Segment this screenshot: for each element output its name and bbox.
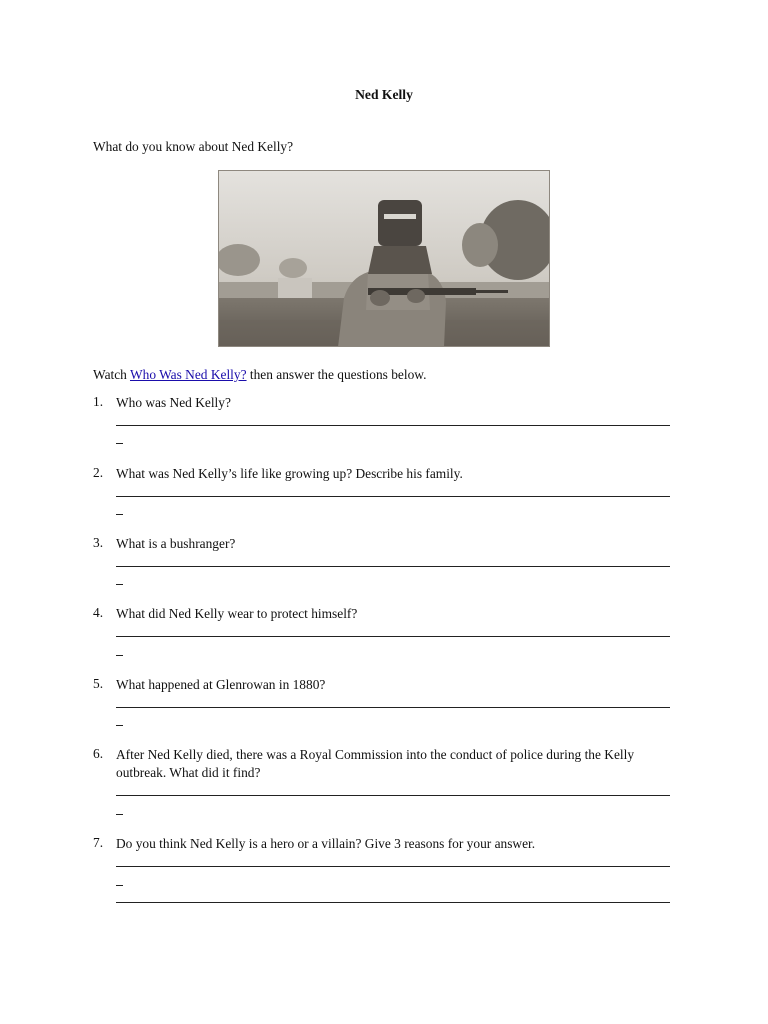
question-text: What did Ned Kelly wear to protect himself?: [116, 606, 358, 621]
answer-line[interactable]: [116, 636, 670, 637]
watch-prefix: Watch: [93, 367, 130, 382]
answer-line[interactable]: [116, 866, 670, 867]
question-number: 3.: [93, 535, 104, 550]
answer-line-end: [116, 584, 123, 585]
ned-kelly-photo: [218, 170, 550, 347]
answer-line[interactable]: [116, 902, 670, 903]
answer-line[interactable]: [116, 707, 670, 708]
question-text: What was Ned Kelly’s life like growing up? Describe his family.: [116, 466, 463, 481]
answer-line[interactable]: [116, 496, 670, 497]
question-text: After Ned Kelly died, there was a Royal Commission into the conduct of police during the Kelly outbreak. What did it find?: [116, 747, 635, 780]
answer-line-end: [116, 725, 123, 726]
video-link[interactable]: Who Was Ned Kelly?: [129, 367, 247, 382]
question-number: 4.: [93, 605, 104, 620]
answer-line[interactable]: [116, 566, 670, 567]
answer-line-end: [116, 885, 123, 886]
question-number: 1.: [93, 394, 104, 409]
question-text: Do you think Ned Kelly is a hero or a villain? Give 3 reasons for your answer.: [116, 836, 536, 851]
answer-line-end: [116, 814, 123, 815]
question-number: 5.: [93, 676, 104, 691]
question-text: What is a bushranger?: [116, 536, 236, 551]
page-title: Ned Kelly: [355, 87, 413, 102]
question-text: What happened at Glenrowan in 1880?: [116, 677, 326, 692]
watch-instruction: [93, 367, 426, 383]
question-number: 6.: [93, 746, 104, 761]
ned-kelly-armour-photo-icon: [218, 170, 550, 347]
question-text: Who was Ned Kelly?: [116, 395, 231, 410]
question-number: 7.: [93, 835, 104, 850]
watch-suffix: then answer the questions below.: [246, 367, 427, 382]
answer-line[interactable]: [116, 425, 670, 426]
question-number: 2.: [93, 465, 104, 480]
intro-prompt: What do you know about Ned Kelly?: [93, 139, 294, 154]
answer-line-end: [116, 655, 123, 656]
answer-line-end: [116, 443, 123, 444]
answer-line[interactable]: [116, 795, 670, 796]
answer-line-end: [116, 514, 123, 515]
